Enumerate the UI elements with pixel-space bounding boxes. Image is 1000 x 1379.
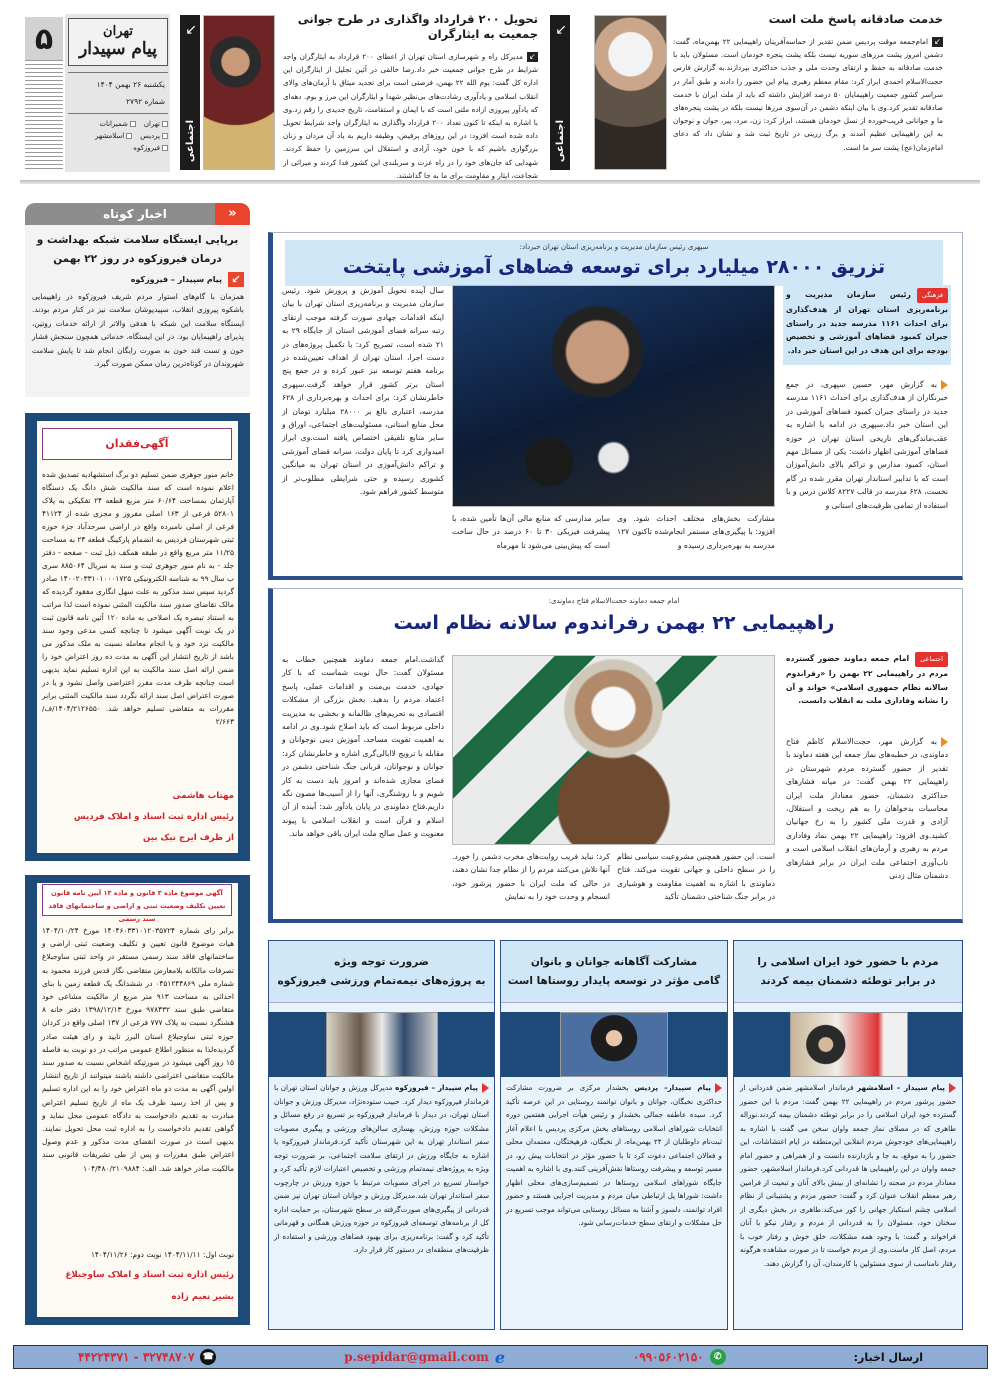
whatsapp-icon: ✆ bbox=[710, 1349, 726, 1365]
browser-e-icon: e bbox=[494, 1347, 505, 1367]
article-headline: تزریق ۲۸۰۰۰ میلیارد برای توسعه فضاهای آموزشی پایتخت bbox=[342, 256, 886, 278]
triangle-bullet-icon bbox=[941, 737, 948, 747]
brief-tab-label: اخبار کوتاه bbox=[103, 207, 167, 221]
triangle-bullet-icon bbox=[715, 1083, 722, 1093]
notice-lost-body: خانم منور جوهری ضمن تسلیم دو برگ استشهادیه تصدیق شده اعلام نموده است که سند مالکیت شش دانگ یک دستگاه آپارتمان بمساحت ۶۰/۶۴ متر مربع قطعه ۲۴ تفکیکی به پلاک ۵۲۸۰۱ فرعی از ۱۶۳ اصلی مفروز و مجزی شده از ۴۱۱۲۴ فرعی از اصلی نامبرده واقع در اراضی سرحدآباد جزء حوزه ثبتی شهرستان فردیس به انضمام پارکینگ قطعه ۲۴ به مساحت ۱۱/۲۵ متر مربع واقع در طبقه همکف ذیل ثبت - صفحه - دفتر جلد - به نام منور جوهری ثبت و سند به سریال ۸۸۵۰۶۴ سری ب سال ۹۹ به شناسه الکترونیکی ۱۴۰۰۲۰۳۳۱۰۱۰۰۰۱۷۲۵ صادر گردید سپس سند مذکور به علت سهل انگاری مفقود گردیده که مالک تقاضای صدور سند مالکیت المثنی نموده است لذا مراتب به استناد تبصره یک اصلاحی به ماده ۱۲۰ آئین نامه قانون ثبت در یک نوبت آگهی میشود تا چنانچه کسی مدعی وجود سند مالکیت نزد خود و یا انجام معامله نسبت به ملک مذکور می باشد از تاریخ انتشار این آگهی به مدت ده روز اعتراض خود را ضمن ارائه اصل سند مالکیت به این اداره تسلیم نماید بدیهی است چنانچه ظرف مدت مقرر اعتراضی واصل نشود و یا در صورت اعتراض اصل سند ارائه نگردد سند مالکیت المثنی برابر مقررات به متقاضی تسلیم خواهد شد. ۱۴۰۴/۲۱۲۶۵۵۰/ف/۲/۶۶۳ bbox=[42, 470, 235, 726]
header-divider bbox=[20, 180, 980, 184]
section-tab: ↙ اجتماعی bbox=[180, 15, 200, 170]
issue-number: شماره ۲۷۹۲ bbox=[126, 97, 165, 106]
page-number: ۵ bbox=[25, 17, 63, 61]
notice-lost-signer: مهتاب هاشمی bbox=[172, 791, 234, 801]
footer-label: ارسال اخبار: bbox=[853, 1350, 924, 1364]
notice-lost-onbehalf: از طرف ایرج نیک بین bbox=[143, 833, 234, 843]
story-headline: تحویل ۲۰۰ قرارداد واگذاری در طرح جوانی جمعیت به ایثارگران bbox=[297, 12, 538, 41]
photo-meeting bbox=[326, 1012, 438, 1077]
brief-title: برپایی ایستگاه سلامت شبکه بهداشت و درمان فیروزکوه در روز ۲۲ بهمن bbox=[36, 234, 239, 265]
checkbox-icon bbox=[126, 133, 132, 139]
photo-district-governor bbox=[560, 1012, 668, 1077]
story-body: امام‌جمعه موقت پردیس ضمن تقدیر از حماسه‌آفرینان راهپیمایی ۲۲ بهمن‌ماه، گفت: دشمن امروز پشت مرزهای سوریه نیست بلکه پشت پنجره خودمان است. مسئولان باید با خدمت صادقانه به حفظ و ارتقای وحدت ملی و جذب حداکثری بپردازند.به گزارش فارس حجت‌الاسلام احمدی ابراز کرد: مقام معظم رهبری پیام این حضور را دادند و طبق آمار در سراسر کشور جمعیت راهپیمایان ۵۰ درصد افزایش داشته که باید از ملت ایران با خدمت صادقانه تقدیر کرد.وی با بیان اینکه دشمن در آن‌سوی مرزها نیست بلکه در پشت پنجره‌های ما و جوانانی فریب‌خورده از نسل خودمان هستند، ابراز کرد: زن، مرد، پیر، جوان و نوجوان به این راهپیمایی عظیم آمدند و برگ زرینی در تاریخ ثبت شد و نشان داد که دعای امام‌زمان(عج) پشت سر ما است. bbox=[673, 37, 943, 152]
notice-law-dates: نوبت اول: ۱۴۰۴/۱۱/۱۱ نوبت دوم: ۱۴۰۴/۱۱/۲۶ bbox=[90, 1250, 234, 1259]
article-column-mid-b: کرد: نباید فریب روایت‌های مخرب دشمن را خورد. آنها تلاش می‌کنند مردم را از نظام جدا نشان دهند، در حالی که ملت ایران با حضور پرشور خود، انسجام و وحدت خود را به نمایش bbox=[452, 852, 610, 902]
contact-footer bbox=[13, 1345, 988, 1369]
checkbox-icon bbox=[162, 145, 168, 151]
notice-lost-title: آگهی‌فقدان bbox=[42, 428, 232, 460]
city-eslamshahr: اسلامشهر bbox=[95, 132, 132, 140]
story-body: پیام سپیدار– پردیس بخشدار مرکزی بر ضرورت مشارکت حداکثری نخبگان، جوانان و بانوان توانمند روستایی در این عرصه تأکید کرد. سیده عاطفه جمالی بخشدار و رئیس هیأت اجرایی هفتمین دوره انتخابات شوراهای اسلامی روستاهای بخش مرکزی پردیس با اعلام آغاز ثبت‌نام داوطلبان از ۲۴ بهمن‌ماه، از نخبگان، فرهیختگان، معتمدان محلی و فعالان اجتماعی دعوت کرد تا با حضور مؤثر در انتخابات پیش رو، در مسیر توسعه و پیشرفت روستاها نقش‌آفرینی کنند.وی با اشاره به اهمیت جایگاه شوراهای اسلامی روستاها در تصمیم‌سازی‌های محلی اظهار داشت: شوراها پل ارتباطی میان مردم و مدیریت اجرایی هستند و حضور افراد توانمند، دلسوز و آشنا به مسائل روستایی می‌تواند موجب تسریع در حل مشکلات و ارتقای سطح خدمات‌رسانی شود. bbox=[506, 1083, 722, 1227]
double-chevron-icon: « bbox=[215, 203, 250, 225]
photo-official bbox=[203, 15, 275, 170]
arrow-down-left-icon: ↙ bbox=[185, 22, 197, 38]
story-body: پیام سپیدار – اسلامشهر فرماندار اسلامشهر ضمن قدردانی از حضور پرشور مردم در راهپیمایی ۲۲ بهمن گفت: مردم با این حضور گسترده خود ایران اسلامی را در برابر توطئه دشمنان بیمه کردند.نوراله طاهری که در مصلای نماز جمعه واوان سخن می گفت با اشاره به راهپیمایی‌های خودجوش مردم انقلابی این‌منطقه در ایام اغتشاشات، این حضور را به موقع، به جا و بازدارنده دانست و از همراهی و حضور امام جمعه واوان در این راهپیمایی ها قدردانی کرد.فرماندار اسلامشهر، حضور معنادار مردم در صحنه را نشانه‌ای از بینش بالای آنان و تبعیت از فرامین رهبر معظم انقلاب عنوان کرد و گفت: حضور مردم و پشتیبانی از نظام اسلامی چشم استکبار جهانی را کور می‌کند.طاهری در بخش دیگری از سخنان خود، مسئولان را به قدردانی از مردم و رفتار نیکو با آنان فراخواند و گفت: با وجود همه مشکلات، خلق خوش و رفتار خوب با مردم، اصل کار ماست.وی از مردم خواست تا در صورت مشاهده هرگونه رفتار نامناسب از سوی مسئولین یا کارمندان، آن را گزارش دهند. bbox=[740, 1083, 957, 1268]
city-firuzkuh: فیروزکوه bbox=[133, 144, 168, 152]
email-contact[interactable]: e p.sepidar@gmail.com bbox=[344, 1347, 505, 1367]
story-headline: مردم با حضور خود ایران اسلامی را در برابر توطئه دشمنان بیمه کردند bbox=[734, 941, 962, 1003]
city-shemiranat: شمیرانات bbox=[99, 120, 136, 128]
story-headline: مشارکت آگاهانه جوانان و بانوان گامی مؤثر در توسعه پایدار روستاها است bbox=[501, 941, 727, 1003]
story-headline: خدمت صادقانه پاسخ ملت است bbox=[768, 12, 943, 26]
notice-law-title: آگهی موضوع ماده ۳ قانون و ماده ۱۳ آیین نامه قانون تعیین تکلیف وضعیت ثبتی و اراضی و ساختمانهای فاقد سند رسمی bbox=[42, 884, 232, 916]
arrow-down-left-icon: ↙ bbox=[555, 22, 567, 38]
city-pardis: پردیس bbox=[140, 132, 168, 140]
arrow-box-icon: ↙ bbox=[527, 52, 538, 62]
triangle-bullet-icon bbox=[482, 1083, 489, 1093]
story-headline: ضرورت توجه ویژه به پروژه‌های نیمه‌تمام ورزشی فیروزکوه bbox=[269, 941, 494, 1003]
article-column-right: به گزارش مهر، حجت‌الاسلام کاظم فتاح دماوندی، در خطبه‌های نماز جمعه این هفته دماوند با تقدیر از حضور گسترده مردم شهرستان در راهپیمایی ۲۲ بهمن گفت: در میانه فشارهای حداکثری دشمنان، حضور معنادار ملت ایران محاسبات بدخواهان را به هم ریخت و استقلال، آزادی و قدرت ملی کشور را به رخ جهانیان کشید.وی افزود: راهپیمایی ۲۲ بهمن نماد وفاداری مردم به رهبری و آرمان‌های انقلاب اسلامی است و تاب‌آوری اجتماعی ملت ایران در برابر فشارهای دشمنان مثال زدنی bbox=[786, 737, 948, 881]
brief-byline-row bbox=[32, 272, 244, 287]
notice-law-body: برابر رای شماره ۱۴۰۴۶۰۳۳۱۰۱۲۰۳۵۷۲۴ مورخ ۱۴۰۴/۱۰/۲۴ هیات موضوع قانون تعیین و تکلیف وضعیت ثبتی اراضی و ساختمانهای فاقد سند رسمی مستقر در واحد ثبتی ساوجبلاغ تصرفات مالکانه بلامعارض متقاضی نگار قدس فرزند محمود به شماره ملی ۰۴۵۱۲۴۴۸۶۹ در ششدانگ یک قطعه زمین با بنای احداثی به مساحت ۹۱۳ متر مربع از مالکیت مشاعی خود متقاضی طبق سند ۹۷۸۴۳۲ مورخ ۱۳۹۸/۱۲/۱۳ دفتر خانه ۸ هشتگرد نسبت به پلاک ۷۷۷ فرعی از ۱۳۷ اصلی واقع در کردان حوزه ثبتی ساوجبلاغ استان البرز تایید و رای هیئت صادر گردیده‌لذا به منظور اطلاع عمومی مراتب در دو نوبت به فاصله ۱۵ روز آگهی میشود در صورتیکه اشخاص نسبت به صدور سند مالکیت متقاضی اعتراضی داشته باشند میتوانند از تاریخ انتشار اولین آگهی به مدت دو ماه اعتراض خود را به این اداره تسلیم و پس از اخذ رسید ظرف یک ماه از تاریخ تسلیم اعتراض مبادرت به تقدیم دادخواست به دادگاه عمومی محل نماید و گواهی تقدیم دادخواست را به اداره ثبت محل تحویل نمایند. بدیهی است در صورت انقضای مدت مذکور و عدم وصول اعتراض طبق مقررات و پس از طی تشریفات قانونی سند مالکیت صادر خواهد شد. الف: ۱۰۴/۴۸۰/۲۱۰۹۸۸۴ bbox=[42, 926, 235, 1173]
decorative-lines bbox=[25, 60, 63, 170]
notice-lost-office: رئیس اداره ثبت اسناد و املاک فردیس bbox=[73, 812, 234, 822]
photo-governor bbox=[790, 1012, 908, 1077]
header-story-left bbox=[283, 12, 538, 182]
checkbox-icon bbox=[130, 121, 136, 127]
story-body: پیام سپیدار – فیروزکوه مدیرکل ورزش و جوانان استان تهران با فرماندار فیروزکوه دیدار کرد. حبیب ستوده‌نژاد، مدیرکل ورزش و جوانان استان تهران، در دیدار با فرماندار فیروزکوه بر تسریع در رفع مسائل و مشکلات حوزه ورزش، بهسازی سالن‌های ورزشی و پیگیری مصوبات سفر استاندار تهران به این شهرستان تأکید کرد.فرماندار فیروزکوه با اشاره به جایگاه ورزش در ارتقای سلامت اجتماعی، بر ضرورت توجه ویژه به پروژه‌های نیمه‌تمام ورزشی و تخصیص اعتبارات لازم تأکید کرد و خواستار تسریع در اجرای مصوبات مرتبط با حوزه ورزش در چارچوب سفر استاندار تهران شد.مدیرکل ورزش و جوانان استان تهران نیز ضمن قدردانی از پیگیری‌های صورت‌گرفته در سطح شهرستان، بر حمایت اداره کل از برنامه‌های توسعه‌ای فیروزکوه در حوزه ورزش همگانی و قهرمانی تأکید کرد و گفت: برنامه‌ریزی برای بهبود فضاهای ورزشی و استفاده از ظرفیت‌های منطقه‌ای در دستور کار قرار دارد. bbox=[274, 1083, 489, 1254]
article-column-mid-a: مشارکت بخش‌های مختلف احداث شود. وی افزود: با پیگیری‌های مستمر انجام‌شده تاکنون ۱۲۷ مدرسه به بهره‌برداری رسیده و bbox=[617, 514, 775, 550]
article-column-left: گذاشت.امام جمعه دماوند همچنین خطاب به مسئولان گفت: حال نوبت شماست که با کار جهادی، خدمت بی‌منت و اقدامات عملی، پاسخ اعتماد مردم را بدهید. بخش بزرگی از مشکلات اقتصادی به تحریم‌های ظالمانه و بخشی به مدیریت داخلی مربوط است که باید اصلاح شود.وی در ادامه به اهمیت تقویت مساجد، آموزش دینی نوجوانان و مقابله با ترویج لاابالی‌گری اشاره و خاطرنشان کرد: جوانان و نوجوانان، قربانی جنگ شناختی دشمن در فضای مجازی شده‌اند و امروز باید دست به کار شویم و با روشنگری، آنها را از آسیب‌ها مصون نگه داریم.فتاح دماوندی در پایان یادآور شد: آینده از آن اسلام و قرآن است و انقلاب اسلامی با پیوند معنویت و عمل صالح ملت ایران باقی خواهد ماند. bbox=[282, 655, 444, 839]
article-column-mid-b: سایر مدارسی که منابع مالی آن‌ها تأمین شده، با پیشرفت فیزیکی ۳۰ تا ۶۰ درصد در حال ساخت است که پیش‌بینی می‌شود تا مهرماه bbox=[452, 514, 610, 550]
story-body: مدیرکل راه و شهرسازی استان تهران از اعطای ۲۰۰ قرارداد به ایثارگران واجد شرایط در طرح جوانی جمعیت خبر داد.رضا خالقی در آئین تجلیل از ایثارگران این اداره کل گفت: یوم الله ۲۲ بهمن، فرصتی است برای تجدید میثاق با آرمان‌های والای انقلاب اسلامی و یادآوری رشادت‌های بی‌نظیر شهدا و ایثارگران این مرز و بوم. دهه‌ای که یادآور پیروزی اراده ملتی است که با ایمان و استقامت، تاریخ جدیدی را رقم زد.وی با اشاره به اینکه تا کنون تعداد ۲۰۰ قرارداد واگذاری به ایثارگران واجد شرایط تحویل داده شده است افزود: در این روزهای پرفیض، وظیفه داریم به یاد آن مردان و زنان بزرگواری باشیم که با خون خود، آزادی و استقلال این سرزمین را حفظ کردند. شهدایی که جان‌های خود را در راه عزت و سربلندی این کشور فدا کردند و میراثی از شجاعت، ایثار و مقاومت برای ما به جا گذاشتند. bbox=[283, 52, 538, 180]
section-tab: ↙ اجتماعی bbox=[550, 15, 570, 170]
city-checklist bbox=[68, 120, 168, 152]
arrow-box-icon: ↙ bbox=[932, 37, 943, 47]
article-lead: فرهنگیرئیس سازمان مدیریت و برنامه‌ریزی استان تهران از هدف‌گذاری برای احداث ۱۱۶۱ مدرسه جدید در راستای جبران کمبود فضاهای آموزشی و تخصیص بودجه برای این هدف در این استان خبر داد. bbox=[786, 290, 949, 355]
brief-body: همزمان با گام‌های استوار مردم شریف فیروزکوه در راهپیمایی باشکوه پیروزی انقلاب، سپیدپوشان سلامت نیز در کنار مردم بودند. ایستگاه سلامت این شبکه با هدفی والاتر از ارائه خدمات روتین، پذیرای راهپیمایان بود. در این ایستگاه، خدماتی همچون سنجش فشار خون و تست قند خون به صورت رایگان انجام شد تا پایش سلامت شهروندان در کوتاه‌ترین زمان ممکن صورت گیرد. bbox=[32, 292, 244, 369]
photo-cleric bbox=[594, 15, 667, 170]
article-column-right: به گزارش مهر، حسین سپهری، در جمع خبرنگاران از هدف‌گذاری برای احداث ۱۱۶۱ مدرسه جدید در راستای جبران کمبود فضاهای آموزشی در این استان خبر داد.سپهری در ادامه با اشاره به عقب‌ماندگی‌های تاریخی استان تهران در حوزه فضاهای آموزشی اظهار داشت: یکی از مسائل مهم استان، کمبود مدارس و تراکم بالای دانش‌آموزان است که با تدابیر استاندار تهران مقرر شده در گام نخست، ۶۲۸ مدرسه در قالب ۸۲۲۷ کلاس درس و با استفاده از تمامی ظرفیت‌های استانی و bbox=[786, 380, 948, 510]
notice-law-signer: بشیر نعیم زاده bbox=[171, 1292, 234, 1302]
header-story-right bbox=[673, 12, 943, 154]
triangle-bullet-icon bbox=[941, 380, 948, 390]
divider bbox=[68, 72, 168, 73]
triangle-bullet-icon bbox=[949, 1083, 956, 1093]
checkbox-icon bbox=[162, 121, 168, 127]
article-kicker: امام جمعه دماوند حجت‌الاسلام فتاح دماوندی: bbox=[548, 597, 680, 605]
article-kicker: سپهری رئیس سازمان مدیریت و برنامه‌ریزی استان تهران خبرداد: bbox=[519, 243, 709, 251]
whatsapp-contact[interactable]: ✆ ۰۹۹۰۵۶۰۲۱۵۰ bbox=[633, 1349, 726, 1365]
photo-friday-prayer-imam bbox=[452, 655, 775, 845]
city-tehran: تهران bbox=[144, 120, 168, 128]
arrow-down-left-icon: ↙ bbox=[228, 272, 244, 287]
article-column-mid-a: است. این حضور همچنین مشروعیت سیاسی نظام را در سطح داخلی و جهانی تقویت می‌کند. فتاح دماوندی با اشاره به اهمیت مقاومت و هوشیاری در برابر جنگ شناختی دشمنان تأکید bbox=[617, 852, 775, 902]
phone-contact[interactable]: ☎ ۳۲۷۴۸۷۰۷ - ۴۴۲۲۴۳۷۱ bbox=[78, 1349, 216, 1365]
brief-byline: پیام سپیدار – فیروزکوه bbox=[130, 275, 222, 284]
issue-date: یکشنبه ۲۶ بهمن ۱۴۰۴ bbox=[96, 80, 165, 89]
divider bbox=[68, 113, 168, 114]
category-tag: اجتماعی bbox=[915, 652, 948, 667]
phone-icon: ☎ bbox=[200, 1349, 216, 1365]
category-tag: فرهنگی bbox=[917, 288, 948, 303]
article-lead: اجتماعیامام جمعه دماوند حضور گسترده مردم در راهپیمایی ۲۲ بهمن را «رفراندوم سالانه نظام جمهوری اسلامی» خواند و آن را نشانه وفاداری ملت به انقلاب دانست. bbox=[786, 654, 948, 706]
notice-law-office: رئیس اداره ثبت اسناد و املاک ساوجبلاغ bbox=[65, 1270, 234, 1280]
article-headline: راهپیمایی ۲۲ بهمن رفراندوم سالانه نظام است bbox=[393, 612, 835, 634]
newspaper-logo: تهران پیام سپیدار bbox=[68, 18, 168, 66]
article-column-left: سال آینده تحویل آموزش و پرورش شود. رئیس سازمان مدیریت و برنامه‌ریزی استان تهران با بیان اینکه اقدامات جهادی صورت گرفته موجب ارتقای رتبه سرانه فضای آموزشی استان از جایگاه ۲۹ به ۲۱ شده است، تصریح کرد: با تکمیل پروژه‌های در دست اجرا، استان تهران از اهداف تعیین‌شده در برنامه هفتم توسعه نیز عبور کرده و در جمع پنج استان برتر کشور قرار خواهد گرفت.سپهری خاطرنشان کرد: برای احداث و بهره‌برداری از ۶۲۸ مدرسه، اعتباری بالغ بر ۲۸۰۰۰ میلیارد تومان از محل منابع استانی، مسئولیت‌های اجتماعی، اوراق و سایر منابع تلفیقی اختصاص یافته است.وی ابراز امیدواری کرد تا پایان دولت، سرانه فضای آموزشی و تراکم دانش‌آموزی در استان تهران به میانگین کشوری رسیده و حتی شرایطی مطلوب‌تر از متوسط کشور فراهم شود. bbox=[282, 286, 445, 497]
photo-press-conference bbox=[452, 285, 775, 507]
checkbox-icon bbox=[162, 133, 168, 139]
